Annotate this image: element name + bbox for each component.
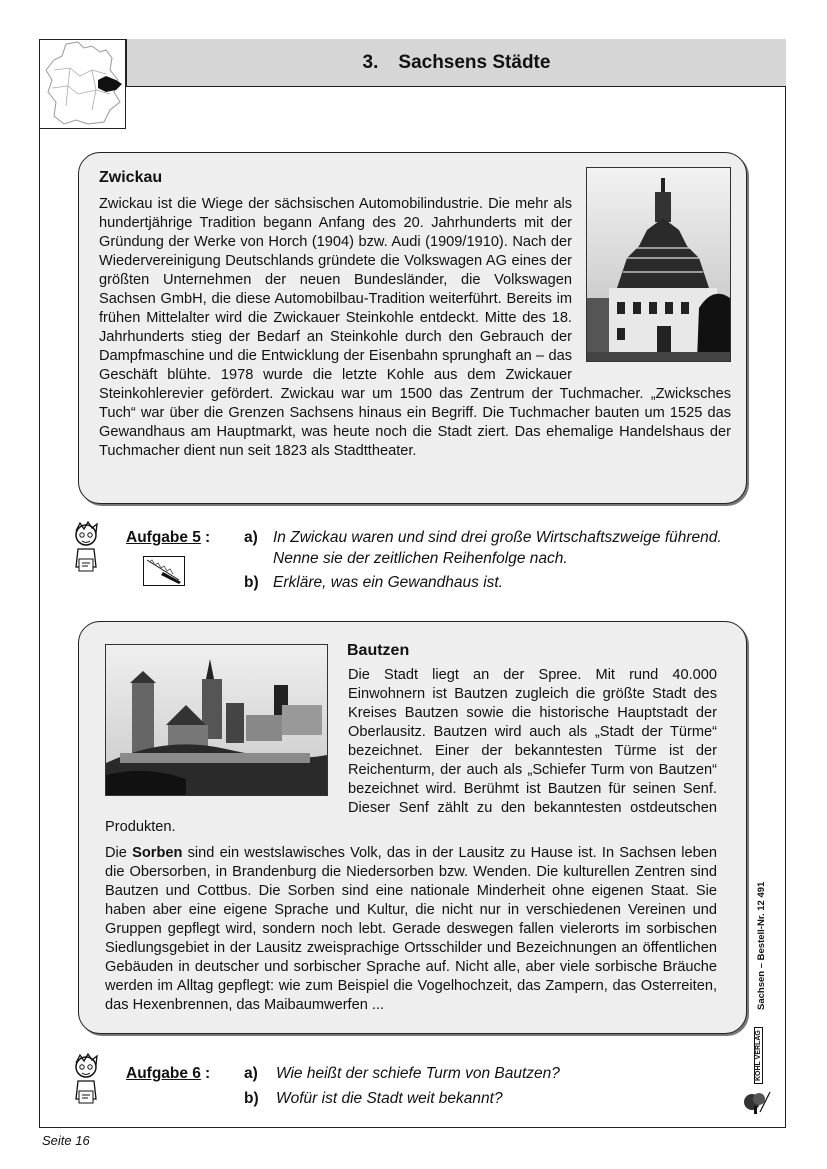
student-figure-icon [70, 1053, 102, 1109]
zwickau-text-block [99, 195, 731, 461]
task-5-b-text: Erkläre, was ein Gewandhaus ist. [273, 574, 504, 591]
sorben-keyword: Sorben [132, 845, 183, 861]
zwickau-gewandhaus-photo [586, 167, 731, 362]
task-6-b-text: Wofür ist die Stadt weit bekannt? [276, 1090, 503, 1107]
chapter-title: Sachsens Städte [398, 51, 551, 73]
bautzen-text: Die Stadt liegt an der Spree. Mit rund 40.000 Einwohnern ist Bautzen zugleich die größte Stadt des Kreises Bautzen sowie die historische Hauptstadt der Oberlausitz. Bautzen wird auch als „Stadt der Türme“ bezeichnet. Einer der bekanntesten Türme ist der Reichenturm, der auch als „Schiefer Turm von Bautzen“ bezeichnet wird. Berühmt ist Bautzen für seinen Senf. Dieser Senf zählt zu den bekanntesten ostdeutschen Produkten. [105, 667, 717, 835]
zwickau-title: Zwickau [99, 169, 163, 186]
task-6-b-letter: b) [244, 1090, 259, 1107]
zwickau-text: Zwickau ist die Wiege der sächsischen Automobilindustrie. Die mehr als hundertjährige Tradition begann Anfang des 20. Jahrhunderts mit der Gründung der Werke von Horch (1904) bzw. Audi (1909/1910). Nach der Wiedervereinigung Deutschlands gründete die Volkswagen AG eines der größten Unternehmen der neuen Bundesländer, die Volkswagen Sachsen GmbH, die diese Automobilbau-Tradition weiterführt. Bereits im frühen Mittelalter wird die Zwickauer Steinkohle entdeckt. Mitte des 18. Jahrhunderts stieg der Bedarf an Steinkohle durch den Gebrauch der Dampfmaschine und die Entwicklung der Eisenbahn sprunghaft an – das Geschäft blühte. 1978 wurde die letzte Kohle aus dem Zwickauer Steinkohlerevier gefördert. Zwickau war um 1500 das Zentrum der Tuchmacher. „Zwicksches Tuch“ war über die Grenzen Sachsens hinaus ein Begriff. Die Tuchmacher bauten um 1525 das Gewandhaus am Hauptmarkt, was heute noch die Stadt ziert. Das ehemalige Handelshaus der Tuchmacher dient nun seit 1823 als Stadttheater. [99, 196, 731, 459]
bautzen-title: Bautzen [347, 642, 410, 659]
bautzen-towers-photo [105, 644, 328, 796]
page-number: Seite 16 [42, 1133, 90, 1148]
germany-map-icon [39, 39, 126, 129]
task-5-colon: : [205, 529, 211, 546]
task-5-a-letter: a) [244, 529, 258, 546]
task-6 [126, 1065, 686, 1115]
task-6-label: Aufgabe 6 [126, 1065, 201, 1082]
task-5-b-letter: b) [244, 574, 259, 591]
tree-logo-icon [742, 1090, 772, 1114]
chapter-header [126, 39, 786, 87]
student-figure-icon [70, 521, 102, 577]
zwickau-card [78, 152, 747, 504]
task-6-a-letter: a) [244, 1065, 258, 1082]
sorben-text: Die Sorben sind ein westslawisches Volk, das in der Lausitz zu Hause ist. In Sachsen leben die Obersorben, in Brandenburg die Niedersorben bzw. Wenden. Die kulturellen Zentren sind Bautzen und Cottbus. Die Sorben sind eine nationale Minderheit ohne eigenen Staat. Sie haben aber eine eigene Sprache und Kultur, die nicht nur in verschiedenen Vereinen und Gruppen gepflegt wird, sondern noch lebt. Gerade deswegen fallen vielerorts im sorbischen Siedlungsgebiet in der Lausitz zweisprachige Ortsschilder und Bezeichnungen an öffentlichen Gebäuden in deutscher und sorbischer Sprache auf. Nicht alle, aber viele sorbische Bräuche werden im Alltag gepflegt: wie zum Beispiel die Vogelhochzeit, das Zampern, das Osterreiten, das Hexenbrennen, das Maibaumwerfen ... [105, 845, 718, 1013]
task-5-a-line1: In Zwickau waren und sind drei große Wirtschaftszweige führend. [273, 529, 722, 546]
chapter-number: 3. [362, 51, 379, 73]
publisher-logo [740, 1030, 776, 1116]
publisher-name: KOHL VERLAG [754, 1027, 763, 1084]
task-5-a-line2: Nenne sie der zeitlichen Reihenfolge nach. [273, 550, 568, 567]
bautzen-text-block [105, 666, 717, 1015]
bautzen-card [78, 621, 747, 1034]
task-5-label: Aufgabe 5 [126, 529, 201, 546]
order-number-sidebar: Sachsen – Bestell-Nr. 12 491 [756, 881, 767, 1010]
task-5 [126, 529, 766, 599]
task-6-colon: : [205, 1065, 211, 1082]
task-6-a-text: Wie heißt der schiefe Turm von Bautzen? [276, 1065, 560, 1082]
